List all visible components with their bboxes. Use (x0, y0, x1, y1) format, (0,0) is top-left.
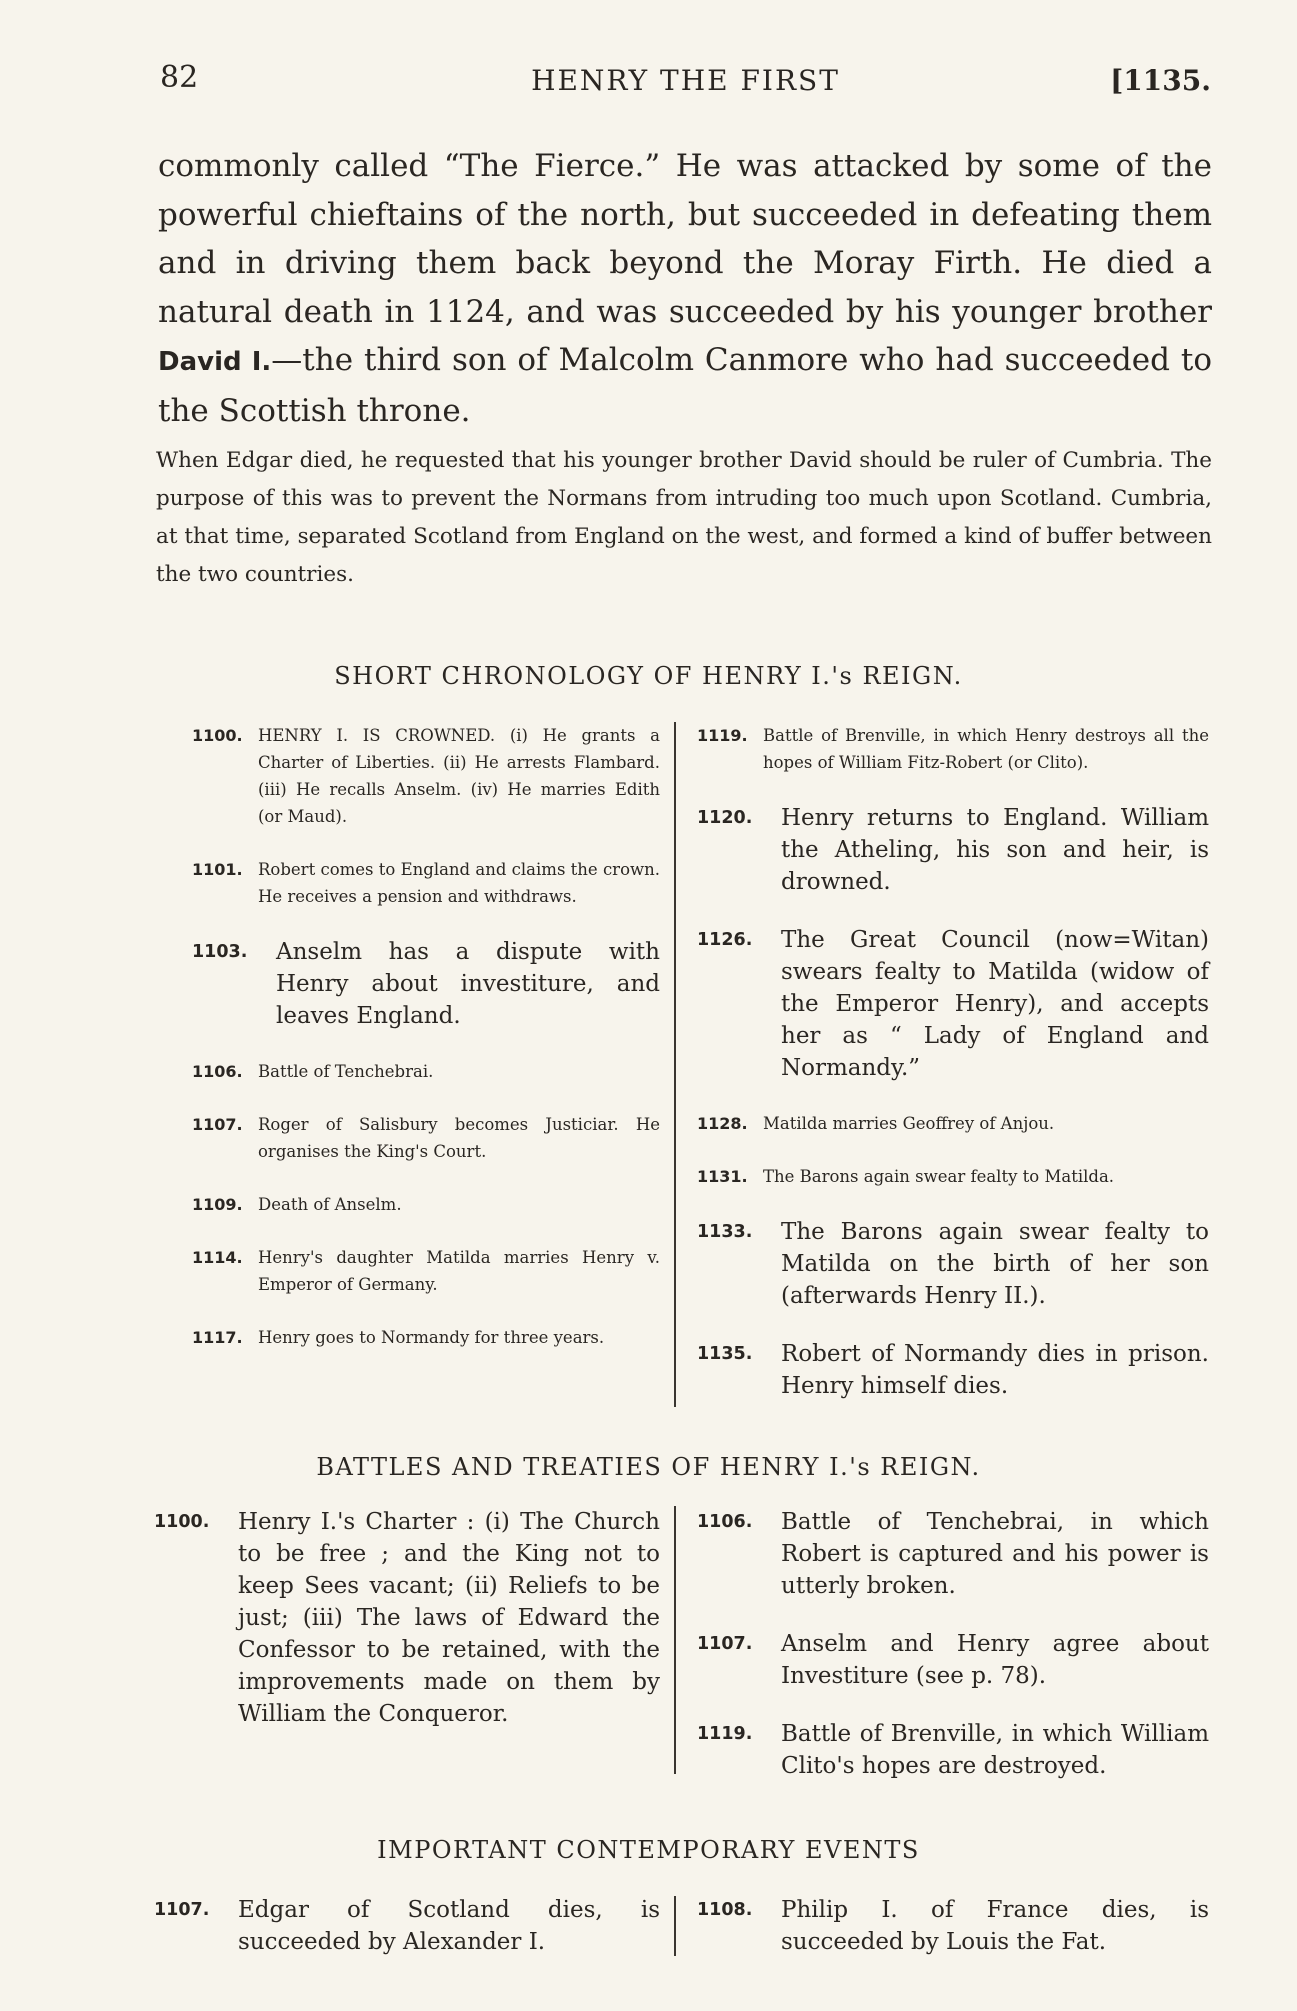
timeline-entry (192, 1191, 660, 1218)
entry-text: Battle of Tenchebrai. (258, 1062, 434, 1081)
entry-year: 1103. (192, 942, 248, 962)
paragraph-text-end: —the third son of Malcolm Canmore who had succeeded to the Scottish throne. (158, 342, 1212, 429)
entry-text: Roger of Salisbury becomes Justiciar. He organises the King's Court. (258, 1115, 660, 1161)
events-left-column (154, 1894, 660, 1984)
entry-text: Robert comes to England and claims the crown. He receives a pension and withdraws. (258, 860, 660, 906)
page-number: 82 (160, 60, 199, 95)
entry-year: 1114. (192, 1248, 243, 1267)
header-year: [1135. (1110, 64, 1211, 97)
entry-year: 1133. (697, 1222, 753, 1242)
entry-text: The Barons again swear fealty to Matilda. (763, 1167, 1115, 1186)
timeline-entry (697, 1216, 1209, 1312)
events-right-column (697, 1894, 1209, 1984)
entry-year: 1100. (192, 726, 243, 745)
entry-text: Battle of Tenchebrai, in which Robert is captured and his power is utterly broken. (781, 1509, 1209, 1599)
entry-year: 1109. (192, 1195, 243, 1214)
entry-text: Anselm and Henry agree about Investiture (see p. 78). (781, 1631, 1209, 1689)
chronology-left-column (192, 722, 660, 1377)
paragraph-bold-name: David I. (158, 347, 272, 377)
entry-year: 1100. (154, 1512, 210, 1532)
entry-year: 1107. (154, 1900, 210, 1920)
entry-year: 1119. (697, 1724, 753, 1744)
entry-text: Henry returns to England. William the Atheling, his son and heir, is drowned. (781, 805, 1209, 895)
entry-year: 1119. (697, 726, 748, 745)
entry-text: Henry I.'s Charter : (i) The Church to be free ; and the King not to keep Sees vacant; (ii) Reliefs to be just; (iii) The laws of Edward the Confessor to be retained, with the improvements made on them by William the Conqueror. (238, 1509, 660, 1727)
running-title: HENRY THE FIRST (531, 64, 840, 97)
entry-year: 1107. (697, 1634, 753, 1654)
timeline-entry (192, 1324, 660, 1351)
timeline-entry (697, 1718, 1209, 1782)
entry-text: Battle of Brenville, in which Henry destroys all the hopes of William Fitz-Robert (or Clito). (763, 726, 1209, 772)
entry-text: HENRY I. IS CROWNED. (i) He grants a Charter of Liberties. (ii) He arrests Flambard. (iii) He recalls Anselm. (iv) He marries Edith (or Maud). (258, 726, 660, 826)
column-divider (674, 1896, 676, 1956)
note-paragraph: When Edgar died, he requested that his younger brother David should be ruler of Cumbria. The purpose of this was to prevent the Normans from intruding too much upon Scotland. Cumbria, at that time, separated Scotland from England on the west, and formed a kind of buffer between the two countries. (156, 448, 1212, 587)
battles-left-column (154, 1506, 660, 1756)
entry-text: The Barons again swear fealty to Matilda on the birth of her son (afterwards Henry II.). (781, 1219, 1209, 1309)
timeline-entry (697, 1163, 1209, 1190)
entry-year: 1131. (697, 1167, 748, 1186)
timeline-entry (697, 1506, 1209, 1602)
timeline-entry (697, 802, 1209, 898)
entry-year: 1120. (697, 808, 753, 828)
entry-year: 1117. (192, 1328, 243, 1347)
timeline-entry (697, 924, 1209, 1084)
entry-text: Robert of Normandy dies in prison. Henry himself dies. (781, 1341, 1209, 1399)
entry-text: Philip I. of France dies, is succeeded by Louis the Fat. (781, 1897, 1209, 1955)
timeline-entry (192, 856, 660, 910)
entry-year: 1101. (192, 860, 243, 879)
timeline-entry (192, 1244, 660, 1298)
entry-year: 1108. (697, 1900, 753, 1920)
entry-year: 1106. (697, 1512, 753, 1532)
chronology-right-column (697, 722, 1209, 1428)
entry-text: Henry's daughter Matilda marries Henry v. Emperor of Germany. (258, 1248, 660, 1294)
timeline-entry (192, 1111, 660, 1165)
timeline-entry (697, 1110, 1209, 1137)
entry-text: Matilda marries Geoffrey of Anjou. (763, 1114, 1055, 1133)
battles-right-column (697, 1506, 1209, 1808)
column-divider (674, 1506, 676, 1774)
entry-year: 1126. (697, 930, 753, 950)
chronology-title: SHORT CHRONOLOGY OF HENRY I.'s REIGN. (334, 662, 963, 690)
entry-text: Henry goes to Normandy for three years. (258, 1328, 605, 1347)
entry-text: Edgar of Scotland dies, is succeeded by Alexander I. (238, 1897, 660, 1955)
entry-text: Battle of Brenville, in which William Clito's hopes are destroyed. (781, 1721, 1209, 1779)
column-divider (674, 722, 676, 1407)
timeline-entry (154, 1894, 660, 1958)
timeline-entry (697, 1338, 1209, 1402)
timeline-entry (154, 1506, 660, 1730)
timeline-entry (192, 1058, 660, 1085)
main-paragraph (158, 142, 1212, 435)
page-header (160, 60, 1211, 110)
entry-year: 1106. (192, 1062, 243, 1081)
timeline-entry (697, 1628, 1209, 1692)
entry-text: Death of Anselm. (258, 1195, 402, 1214)
timeline-entry (697, 722, 1209, 776)
entry-text: The Great Council (now=Witan) swears fealty to Matilda (widow of the Emperor Henry), and accepts her as “ Lady of England and Normandy.” (781, 927, 1209, 1081)
events-title: IMPORTANT CONTEMPORARY EVENTS (377, 1836, 920, 1864)
battles-title: BATTLES AND TREATIES OF HENRY I.'s REIGN. (316, 1453, 981, 1481)
entry-year: 1128. (697, 1114, 748, 1133)
timeline-entry (697, 1894, 1209, 1958)
entry-year: 1135. (697, 1344, 753, 1364)
entry-year: 1107. (192, 1115, 243, 1134)
timeline-entry (192, 722, 660, 830)
entry-text: Anselm has a dispute with Henry about investiture, and leaves England. (276, 939, 660, 1029)
timeline-entry (192, 936, 660, 1032)
paragraph-text: commonly called “The Fierce.” He was attacked by some of the powerful chieftains of the north, but succeeded in defeating them and in driving them back beyond the Moray Firth. He died a natural death in 1124, and was succeeded by his younger brother (158, 148, 1212, 330)
